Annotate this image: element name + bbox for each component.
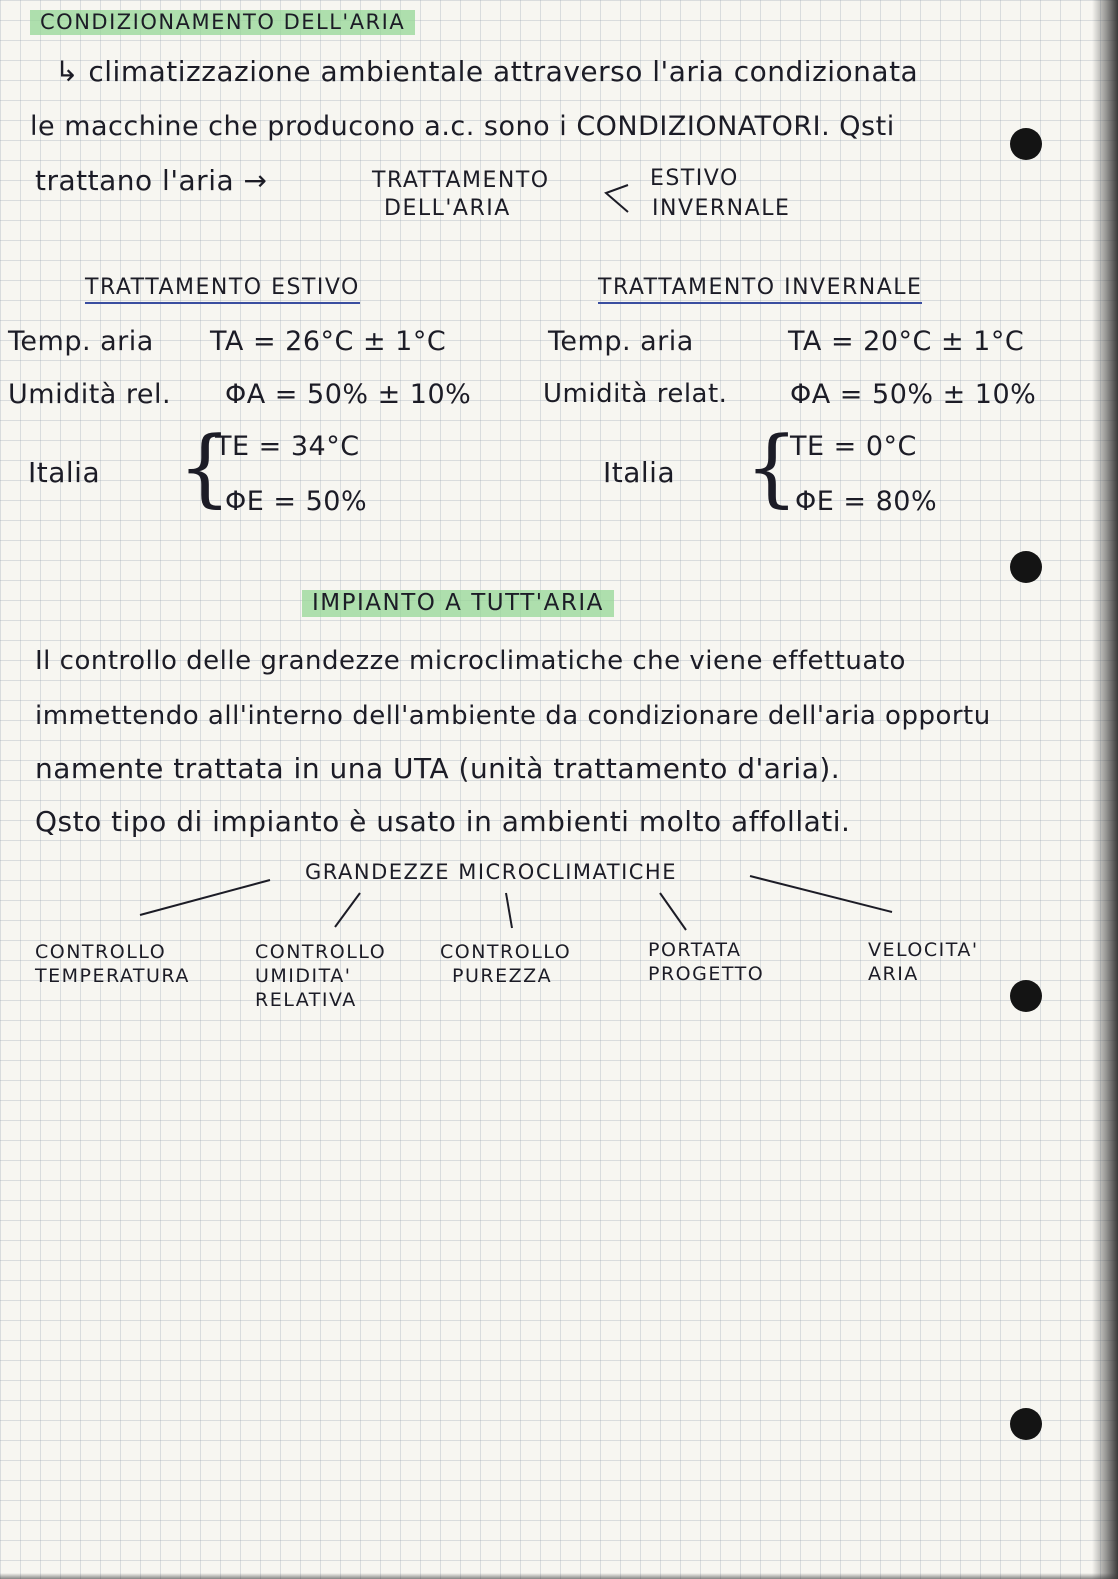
estivo-umid-value: ΦA = 50% ± 10% [225,379,472,410]
impianto-heading: IMPIANTO A TUTT'ARIA [302,590,614,617]
estivo-temp-label: Temp. aria [8,326,154,357]
grandezze-item [868,941,979,984]
estivo-italia-phi: ΦE = 50% [225,486,368,517]
grandezze-item-line-1: PORTATA [648,939,742,961]
trattamento-line-1: TRATTAMENTO [372,168,550,193]
invernale-umid-value: ΦA = 50% ± 10% [790,379,1037,410]
grandezze-item-line-1: CONTROLLO [35,941,167,963]
intro-line-2: le macchine che producono a.c. sono i CONDIZIONATORI. Qsti [30,111,895,142]
grandezze-item-line-2: TEMPERATURA [35,965,190,987]
invernale-italia-phi: ΦE = 80% [795,486,938,517]
grandezze-heading: GRANDEZZE MICROCLIMATICHE [305,860,677,884]
grandezze-item [440,943,571,986]
page-title: CONDIZIONAMENTO DELL'ARIA [30,10,415,35]
grandezze-item-line-2: UMIDITA' [255,965,352,987]
invernale-italia-te: TE = 0°C [790,431,917,462]
invernale-italia-label: Italia [603,456,676,489]
estivo-heading: TRATTAMENTO ESTIVO [85,277,360,304]
branch-estivo: ESTIVO [650,166,739,191]
estivo-temp-value: TA = 26°C ± 1°C [210,326,447,357]
grandezze-item-line-2: PROGETTO [648,963,765,985]
grandezze-item-line-1: CONTROLLO [255,941,387,963]
intro-line-3: trattano l'aria → [35,164,268,197]
impianto-para-2: immettendo all'interno dell'ambiente da condizionare dell'aria opportu [35,701,991,731]
estivo-brace: { [178,418,232,516]
impianto-para-4: Qsto tipo di impianto è usato in ambienti molto affollati. [35,805,851,838]
invernale-umid-label: Umidità relat. [543,379,728,409]
impianto-para-3: namente trattata in una UTA (unità trattamento d'aria). [35,752,841,785]
trattamento-line-2: DELL'ARIA [384,196,511,221]
grandezze-item-line-1: VELOCITA' [868,939,979,961]
grandezze-item-line-1: CONTROLLO [440,941,572,963]
grandezze-item [648,941,764,984]
branch-invernale: INVERNALE [652,196,791,221]
invernale-brace: { [745,418,799,516]
estivo-italia-te: TE = 34°C [215,431,360,462]
estivo-umid-label: Umidità rel. [8,379,172,410]
grandezze-item-line-2: PUREZZA [452,965,553,987]
grandezze-item-line-2: ARIA [868,963,919,985]
invernale-heading: TRATTAMENTO INVERNALE [598,277,922,304]
grandezze-item-line-3: RELATIVA [255,989,357,1011]
estivo-italia-label: Italia [28,456,101,489]
grandezze-item [35,943,190,986]
grandezze-item [255,943,386,1010]
invernale-temp-label: Temp. aria [548,326,694,357]
impianto-para-1: Il controllo delle grandezze microclimatiche che viene effettuato [35,646,906,676]
intro-line-1: ↳ climatizzazione ambientale attraverso l'aria condizionata [55,55,919,88]
invernale-temp-value: TA = 20°C ± 1°C [788,326,1025,357]
